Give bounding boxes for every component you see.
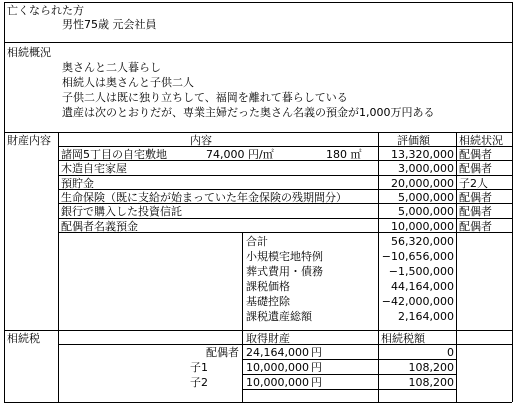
asset-status: 配偶者 xyxy=(459,191,492,204)
border-left xyxy=(4,2,5,402)
tax-amount: 108,200 xyxy=(408,361,454,374)
tax-acquired: 10,000,000 xyxy=(246,361,309,374)
assets-header-value: 評価額 xyxy=(397,134,430,147)
asset-content: 諸岡5丁目の自宅敷地 xyxy=(61,148,167,161)
tax-heir: 子1 xyxy=(190,361,208,374)
summary-value: 2,164,000 xyxy=(398,310,454,323)
tax-acquired: 10,000,000 xyxy=(246,376,309,389)
asset-content: 配偶者名義預金 xyxy=(61,220,138,233)
asset-value: 10,000,000 xyxy=(391,220,454,233)
overview-label: 相続概況 xyxy=(7,46,51,59)
tax-amount: 108,200 xyxy=(408,376,454,389)
asset-area: 180 ㎡ xyxy=(326,148,362,161)
assets-row-line xyxy=(58,175,512,176)
asset-value: 13,320,000 xyxy=(391,148,454,161)
summary-value: 56,320,000 xyxy=(391,235,454,248)
tax-unit: 円 xyxy=(311,376,322,389)
deceased-description: 男性75歳 元会社員 xyxy=(62,18,157,31)
asset-content: 預貯金 xyxy=(61,177,94,190)
asset-status: 配偶者 xyxy=(459,220,492,233)
overview-line: 遺産は次のとおりだが、専業主婦だった奥さん名義の預金が1,000万円ある xyxy=(62,106,435,119)
divider-tax xyxy=(4,330,512,331)
overview-line: 相続人は奥さんと子供二人 xyxy=(62,76,194,89)
tax-heir: 子2 xyxy=(190,376,208,389)
tax-unit: 円 xyxy=(311,346,322,359)
tax-acquired: 24,164,000 xyxy=(246,346,309,359)
assets-row-line xyxy=(58,218,512,219)
asset-status: 配偶者 xyxy=(459,148,492,161)
summary-value: −42,000,000 xyxy=(381,295,454,308)
assets-label: 財産内容 xyxy=(7,134,51,147)
assets-col-divider-status xyxy=(456,132,457,330)
tax-row-line xyxy=(242,389,456,390)
asset-value: 20,000,000 xyxy=(391,177,454,190)
tax-unit: 円 xyxy=(311,361,322,374)
divider-overview xyxy=(4,132,512,133)
deceased-label: 亡くなられた方 xyxy=(7,4,84,17)
asset-status: 子2人 xyxy=(459,177,488,190)
tax-col-divider-acquired xyxy=(242,330,243,402)
asset-status: 配偶者 xyxy=(459,162,492,175)
asset-value: 5,000,000 xyxy=(398,191,454,204)
summary-label: 合計 xyxy=(246,235,268,248)
summary-label: 葬式費用・債務 xyxy=(246,265,323,278)
asset-content: 木造自宅家屋 xyxy=(61,162,127,175)
summary-divider xyxy=(242,232,243,330)
tax-label: 相続税 xyxy=(7,332,40,345)
assets-col-divider-left xyxy=(58,132,59,330)
assets-header-content: 内容 xyxy=(190,134,212,147)
tax-row-line xyxy=(242,359,456,360)
summary-value: 44,164,000 xyxy=(391,280,454,293)
assets-header-status: 相続状況 xyxy=(459,134,503,147)
tax-col-divider-tax xyxy=(378,330,379,402)
asset-content: 生命保険（既に支給が始まっていた年金保険の残期間分） xyxy=(61,191,347,204)
tax-header-tax: 相続税額 xyxy=(381,332,425,345)
asset-value: 5,000,000 xyxy=(398,205,454,218)
border-right xyxy=(512,2,513,402)
tax-row-line xyxy=(242,374,456,375)
asset-value: 3,000,000 xyxy=(398,162,454,175)
border-bottom xyxy=(4,402,512,403)
asset-status: 配偶者 xyxy=(459,205,492,218)
tax-heir: 配偶者 xyxy=(206,346,239,359)
divider-deceased xyxy=(4,42,512,43)
tax-col-divider-left xyxy=(58,330,59,402)
tax-amount: 0 xyxy=(447,346,454,359)
summary-label: 課税価格 xyxy=(246,280,290,293)
asset-unit-price: 74,000 円/㎡ xyxy=(206,148,274,161)
summary-value: −1,500,000 xyxy=(388,265,454,278)
summary-label: 基礎控除 xyxy=(246,295,290,308)
border-top xyxy=(4,2,512,3)
overview-line: 子供二人は既に独り立ちして、福岡を離れて暮らしている xyxy=(62,91,348,104)
tax-col-divider-right xyxy=(456,330,457,402)
assets-col-divider-value xyxy=(378,132,379,330)
asset-content: 銀行で購入した投資信託 xyxy=(61,205,182,218)
summary-value: −10,656,000 xyxy=(381,250,454,263)
summary-label: 小規模宅地特例 xyxy=(246,250,323,263)
tax-header-acquired: 取得財産 xyxy=(246,332,290,345)
summary-label: 課税遺産総額 xyxy=(246,310,312,323)
overview-line: 奥さんと二人暮らし xyxy=(62,61,161,74)
assets-row-line xyxy=(58,146,512,147)
